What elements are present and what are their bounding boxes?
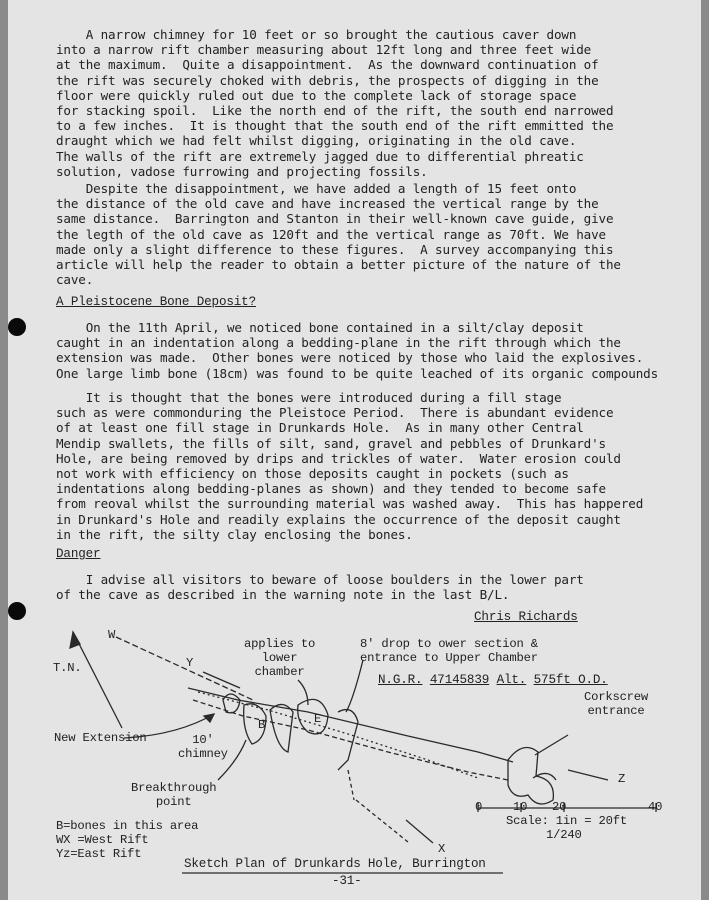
true-north-arrow bbox=[73, 632, 122, 728]
map-caption: Sketch Plan of Drunkards Hole, Burrington bbox=[184, 857, 486, 871]
paragraph-length: Despite the disappointment, we have added a length of 15 feet onto the distance of the old cave and have increased the vertical range by the same distance. Barrington and Stanton in their well-known cave guide, give the legth of the old cave as 120ft and the vertical range as 70ft. We have made only a slight difference to these figures. A survey accompanying this article will help the reader to obtain a better picture of the nature of the cave. bbox=[56, 181, 621, 288]
applies-leader bbox=[298, 680, 308, 705]
map-label-new-extension: New Extension bbox=[54, 731, 147, 745]
map-label-applies: applies to lower chamber bbox=[244, 637, 316, 679]
map-label-w: W bbox=[108, 628, 116, 642]
map-label-corkscrew: Corkscrew entrance bbox=[584, 690, 649, 718]
map-label-breakthrough: Breakthrough point bbox=[131, 781, 217, 809]
page-number: -31- bbox=[332, 874, 362, 888]
heading-danger: Danger bbox=[56, 547, 101, 561]
scale-tick-40: 40 bbox=[648, 800, 663, 814]
corkscrew-leader bbox=[535, 735, 568, 755]
north-arrow-head bbox=[70, 632, 80, 648]
corkscrew-entrance-shape bbox=[508, 748, 553, 805]
map-label-b-two: E bbox=[314, 712, 322, 726]
sketch-plan-drawing bbox=[8, 0, 701, 900]
chimney-chamber bbox=[223, 694, 240, 713]
paragraph-chimney: A narrow chimney for 10 feet or so brought the cautious caver down into a narrow rift chamber measuring about 12ft long and three feet wide at the maximum. Quite a disappointment. As the downward continuation of the rift was securely choked with debris, the prospects of digging in the floor were quickly ruled out due to the complete lack of storage space for stacking spoil. Like the north end of the rift, the south end narrowed to a few inches. It is thought that the south end of the rift emmitted the draught which we had felt whilst digging, originating in the old cave. The walls of the rift are extremely jagged due to differential phreatic solution, vadose furrowing and projecting fossils. bbox=[56, 27, 614, 179]
x-rift bbox=[356, 800, 408, 842]
lower-passage bbox=[338, 710, 358, 770]
scale-ratio: 1/240 bbox=[546, 828, 582, 842]
document-page bbox=[8, 0, 701, 900]
rift-chamber bbox=[270, 704, 293, 752]
map-label-drop: 8' drop to ower section & entrance to Upper Chamber bbox=[360, 637, 538, 665]
x-leader bbox=[406, 820, 433, 843]
alt-label: Alt. bbox=[496, 673, 527, 687]
author-signature: Chris Richards bbox=[474, 610, 578, 624]
map-label-x: X bbox=[438, 842, 446, 856]
scale-tick-20: 20 bbox=[552, 800, 567, 814]
map-label-chimney: 10' chimney bbox=[178, 733, 228, 761]
paragraph-bones-noticed: On the 11th April, we noticed bone contained in a silt/clay deposit caught in an indentation along a bedding-plane in the rift through which the extension was made. Other bones were noticed by those who laid the explosives. One large limb bone (18cm) was found to be quite leached of its organic compounds bbox=[56, 320, 658, 381]
map-legend: B=bones in this area WX =West Rift Yz=East Rift bbox=[56, 819, 199, 861]
ngr-label: N.G.R. bbox=[378, 673, 423, 687]
z-leader bbox=[568, 770, 608, 780]
scale-tick-10: 10 bbox=[513, 800, 528, 814]
west-rift-line bbox=[116, 637, 253, 700]
map-label-y: Y bbox=[186, 656, 194, 670]
heading-bone-deposit: A Pleistocene Bone Deposit? bbox=[56, 295, 257, 309]
map-label-b: B bbox=[258, 718, 266, 732]
alt-value: 575ft O.D. bbox=[533, 673, 608, 687]
drop-leader bbox=[346, 660, 363, 712]
x-leg bbox=[348, 770, 354, 800]
map-label-z: Z bbox=[618, 772, 626, 786]
scale-text: Scale: 1in = 20ft bbox=[506, 814, 627, 828]
map-label-tn: T.N. bbox=[53, 661, 82, 675]
passage-centre-line bbox=[198, 692, 478, 778]
paragraph-warning: I advise all visitors to beware of loose boulders in the lower part of the cave as described in the warning note in the last B/L. bbox=[56, 572, 584, 603]
scale-tick-0: 0 bbox=[475, 800, 483, 814]
paragraph-fill-stage: It is thought that the bones were introduced during a fill stage such as were commonduring the Pleistoce Period. There is abundant evidence of at least one fill stage in Drunkards Hole. As in many other Central Mendip swallets, the fills of silt, sand, gravel and pebbles of Drunkard's Hole, are being removed by drips and trickles of water. Water erosion could not work with efficiency on those deposits caught in pockets (such as indentations along bedding-planes as shown) and they tended to become safe from reoval whilst the surrounding material was washed away. This has happered in Drunkard's Hole and readily explains the occurrence of the deposit caught in the rift, the silty clay enclosing the bones. bbox=[56, 390, 644, 542]
ngr-value: 47145839 bbox=[429, 673, 490, 687]
passage-wall-south bbox=[193, 700, 508, 780]
